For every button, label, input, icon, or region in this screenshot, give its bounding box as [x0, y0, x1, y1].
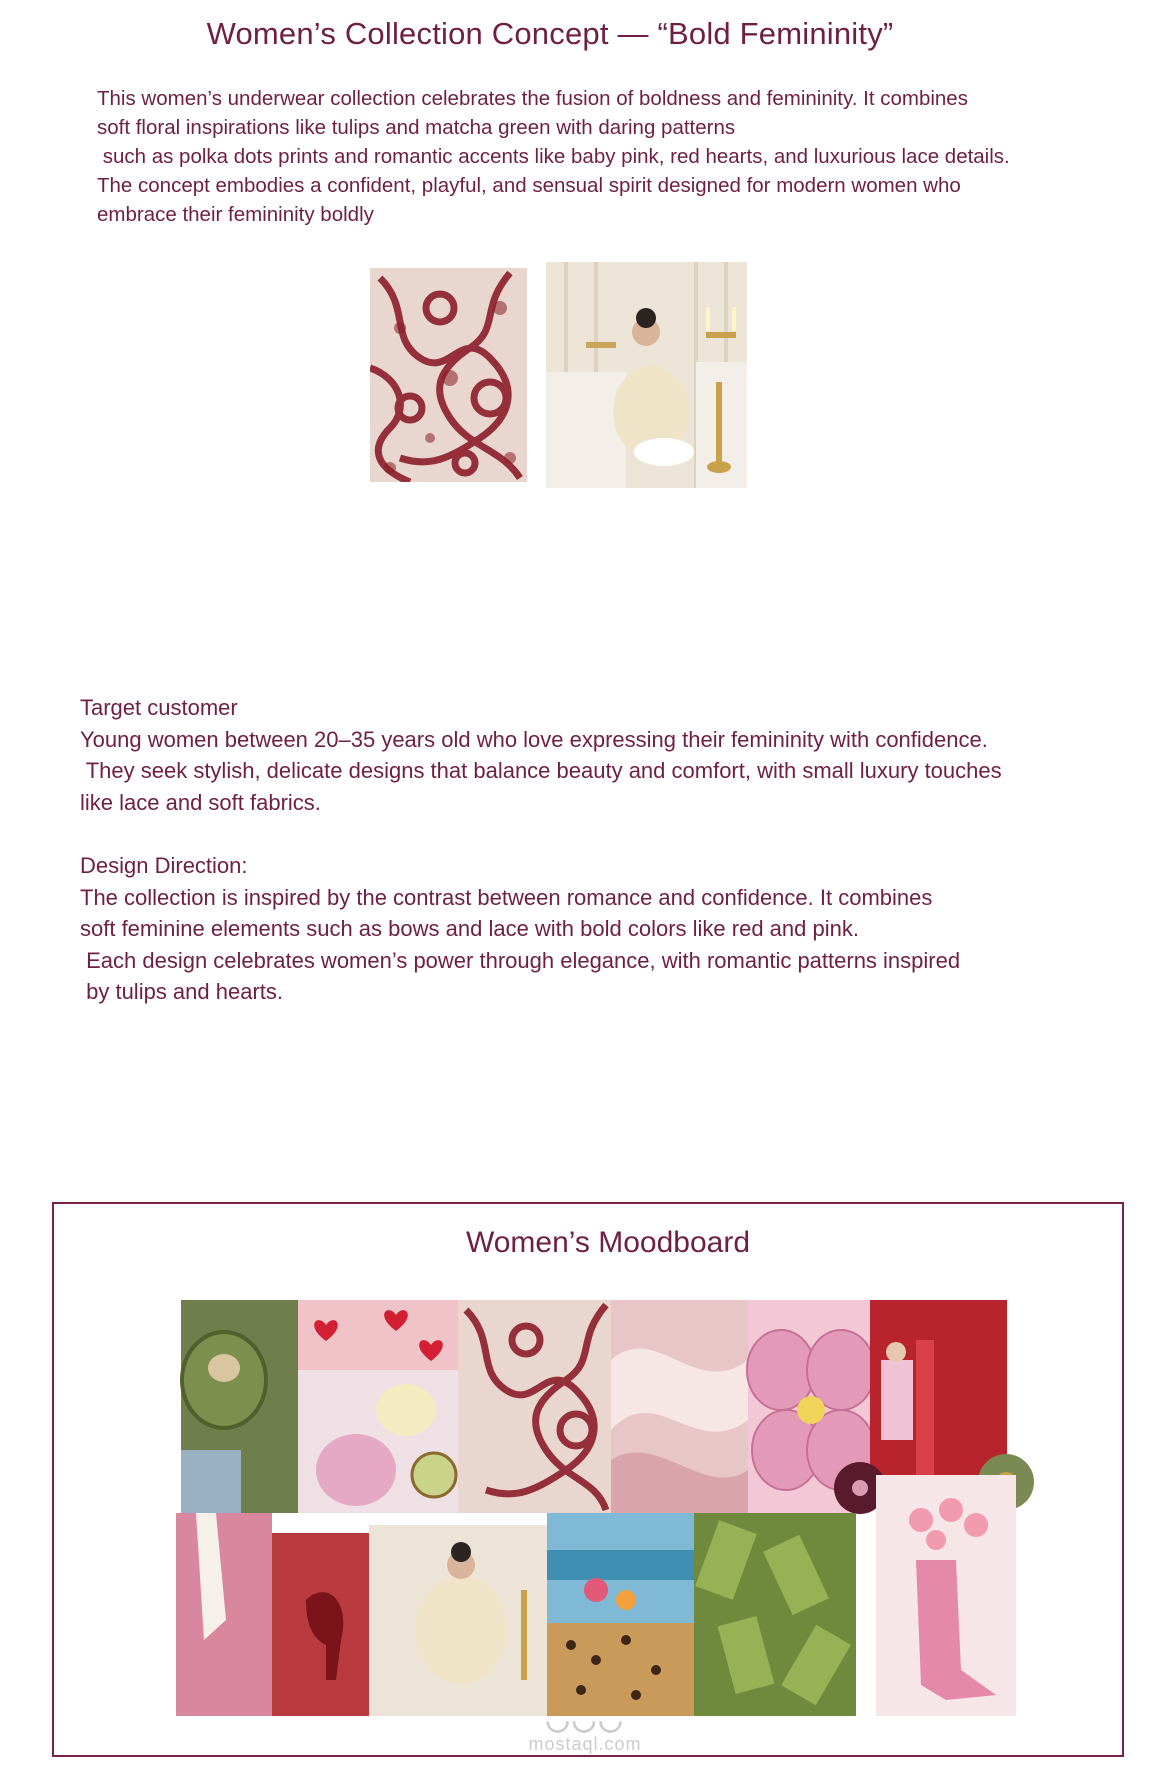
direction-heading: Design Direction:: [80, 853, 248, 878]
intro-line: such as polka dots prints and romantic accents like baby pink, red hearts, and luxurious lace details.: [97, 145, 1010, 168]
page-title: Women’s Collection Concept — “Bold Femininity”: [206, 16, 894, 51]
intro-line: embrace their femininity boldly: [97, 203, 374, 226]
watermark-text: mostaql.com: [528, 1734, 642, 1754]
lace-fabric-image: [370, 268, 527, 482]
target-customer-section: [80, 692, 1120, 818]
target-line: Young women between 20–35 years old who love expressing their femininity with confidence.: [80, 726, 988, 752]
target-heading: Target customer: [80, 695, 238, 720]
moodboard-collage: [176, 1300, 1052, 1716]
direction-line: The collection is inspired by the contrast between romance and confidence. It combines: [80, 884, 933, 910]
direction-line: by tulips and hearts.: [80, 979, 284, 1004]
moodboard-title: Women’s Moodboard: [465, 1226, 751, 1259]
intro-line: soft floral inspirations like tulips and matcha green with daring patterns: [97, 116, 736, 139]
target-line: They seek stylish, delicate designs that balance beauty and comfort, with small luxury touches: [80, 758, 1002, 783]
watermark: [500, 1706, 670, 1755]
direction-line: soft feminine elements such as bows and lace with bold colors like red and pink.: [80, 916, 859, 941]
intro-line: The concept embodies a confident, playful, and sensual spirit designed for modern women who: [97, 174, 961, 197]
intro-paragraph: [97, 84, 1107, 229]
direction-line: Each design celebrates women’s power through elegance, with romantic patterns inspired: [80, 947, 961, 973]
watermark-logo-icon: ◡◡◡: [545, 1704, 625, 1735]
design-direction-section: [80, 850, 1120, 1008]
intro-line: This women’s underwear collection celebrates the fusion of boldness and femininity. It combines: [97, 87, 968, 110]
seated-woman-photo: [546, 262, 747, 488]
target-line: like lace and soft fabrics.: [80, 789, 321, 815]
